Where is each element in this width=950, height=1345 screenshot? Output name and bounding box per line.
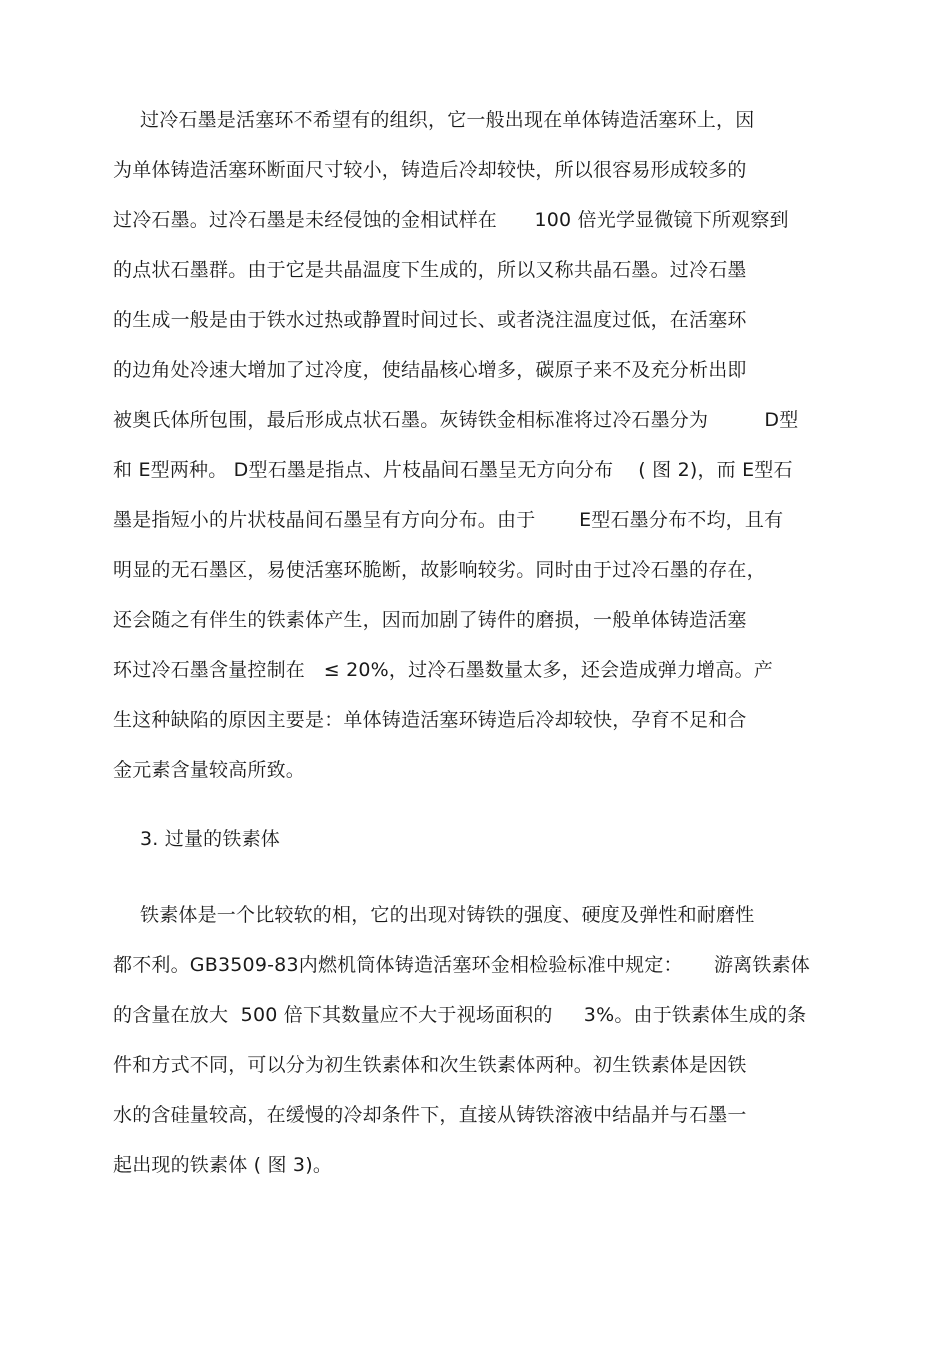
paragraph-line: 生这种缺陷的原因主要是：单体铸造活塞环铸造后冷却较快，孕育不足和合 <box>113 709 747 731</box>
paragraph-line: 环过冷石墨含量控制在 ≤ 20%，过冷石墨数量太多，还会造成弹力增高。产 <box>113 659 773 681</box>
paragraph-line: 过冷石墨是活塞环不希望有的组织，它一般出现在单体铸造活塞环上，因 <box>140 109 755 131</box>
paragraph-line: 的点状石墨群。由于它是共晶温度下生成的，所以又称共晶石墨。过冷石墨 <box>113 259 747 281</box>
paragraph-line: 的含量在放大 500 倍下其数量应不大于视场面积的 3%。由于铁素体生成的条 <box>113 1004 807 1026</box>
paragraph-line: 明显的无石墨区，易使活塞环脆断，故影响较劣。同时由于过冷石墨的存在， <box>113 559 766 581</box>
paragraph-line: 铁素体是一个比较软的相，它的出现对铸铁的强度、硬度及弹性和耐磨性 <box>140 904 755 926</box>
paragraph-line: 为单体铸造活塞环断面尺寸较小，铸造后冷却较快，所以很容易形成较多的 <box>113 159 747 181</box>
paragraph-line: 都不利。GB3509-83内燃机筒体铸造活塞环金相检验标准中规定： 游离铁素体 <box>113 954 810 976</box>
paragraph-line: 墨是指短小的片状枝晶间石墨呈有方向分布。由于 E型石墨分布不均，且有 <box>113 509 784 531</box>
paragraph-line: 起出现的铁素体 ( 图 3)。 <box>113 1154 333 1176</box>
paragraph-line: 被奥氏体所包围，最后形成点状石墨。灰铸铁金相标准将过冷石墨分为 D型 <box>113 409 799 431</box>
paragraph-line: 金元素含量较高所致。 <box>113 759 306 781</box>
paragraph-line: 过冷石墨。过冷石墨是未经侵蚀的金相试样在 100 倍光学显微镜下所观察到 <box>113 209 789 231</box>
section-heading: 3. 过量的铁素体 <box>140 828 280 850</box>
paragraph-line: 的生成一般是由于铁水过热或静置时间过长、或者浇注温度过低，在活塞环 <box>113 309 747 331</box>
paragraph-line: 的边角处冷速大增加了过冷度，使结晶核心增多，碳原子来不及充分析出即 <box>113 359 747 381</box>
paragraph-line: 水的含硅量较高，在缓慢的冷却条件下，直接从铸铁溶液中结晶并与石墨一 <box>113 1104 747 1126</box>
paragraph-line: 件和方式不同，可以分为初生铁素体和次生铁素体两种。初生铁素体是因铁 <box>113 1054 747 1076</box>
paragraph-line: 还会随之有伴生的铁素体产生，因而加剧了铸件的磨损，一般单体铸造活塞 <box>113 609 747 631</box>
paragraph-line: 和 E型两种。 D型石墨是指点、片枝晶间石墨呈无方向分布 ( 图 2)，而 E型石 <box>113 459 793 481</box>
